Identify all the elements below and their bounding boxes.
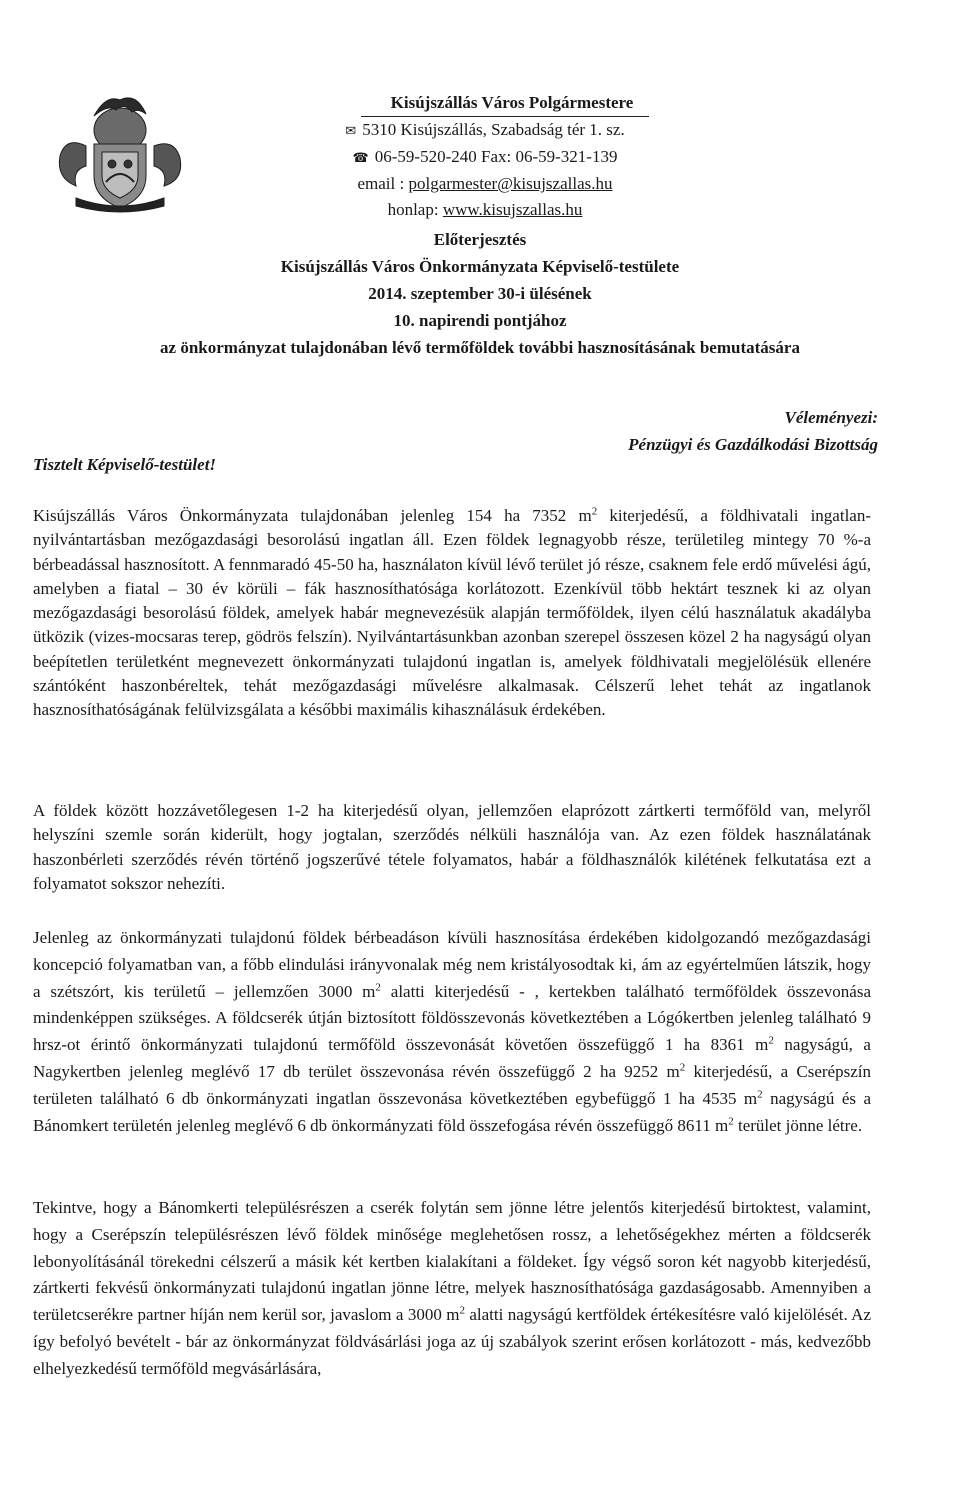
- address-line: ✉ 5310 Kisújszállás, Szabadság tér 1. sz.: [250, 117, 720, 144]
- web-line: honlap: www.kisujszallas.hu: [387, 200, 583, 219]
- agenda-item: 10. napirendi pontjához: [393, 311, 567, 330]
- email-line: email : polgarmester@kisujszallas.hu: [357, 174, 613, 193]
- committee-name: Pénzügyi és Gazdálkodási Bizottság: [628, 435, 878, 454]
- opinion-label: Véleményezi:: [784, 408, 878, 427]
- phone-line: ☎ 06-59-520-240 Fax: 06-59-321-139: [250, 144, 720, 171]
- document-subject: az önkormányzat tulajdonában lévő termőföldek további hasznosításának bemutatására: [160, 338, 800, 357]
- paragraph-4: Tekintve, hogy a Bánomkerti településrészen a cserék folytán sem jönne létre jelentős kiterjedésű birtoktest, valamint, hogy a Cserépszín településrészen lévő földek minősége meglehetősen rossz, a lehetőségekhez mérten a földcserék lebonyolításánál törekedni célszerű a másik két kertben kialakítani a földeket. Így végső soron két nagyobb kiterjedésű, zártkerti fekvésű önkormányzati tulajdonú ingatlan jönne létre, melyek hasznosíthatósága gazdaságosabb. Amennyiben a területcserékre partner híján nem kerül sor, javaslom a 3000 $m^2$ alatti nagyságú kertföldek értékesítésre való kijelölését. Az így befolyó bevételt - bár az önkormányzat földvásárlási joga az új szabályok szerint erősen korlátozott - más, kedvezőbb elhelyezkedésű termőföld megvásárlására,: [33, 1198, 871, 1378]
- telephone-icon: ☎: [352, 150, 369, 165]
- document-titles: [0, 226, 960, 361]
- paragraph-2: A földek között hozzávetőlegesen 1-2 ha kiterjedésű olyan, jellemzően elaprózott zártkerti termőföld van, melyről helyszíni szemle során kiderült, hogy jogtalan, szerződés nélküli használója van. Az ezen földek használatának haszonbérleti szerződés révén történő jogszerűvé tétele folyamatos, habár a földhasználók kilétének felkutatása ezt a folyamatot sokszor nehezíti.: [33, 801, 871, 893]
- salutation: Tisztelt Képviselő-testület!: [33, 455, 217, 474]
- opinion-block: [628, 404, 878, 458]
- council-name: Kisújszállás Város Önkormányzata Képviselő-testülete: [280, 257, 680, 276]
- issuer-name: Kisújszállás Város Polgármestere: [361, 90, 650, 117]
- letterhead: [250, 90, 720, 223]
- document-type: Előterjesztés: [433, 230, 527, 249]
- paragraph-1: Kisújszállás Város Önkormányzata tulajdonában jelenleg 154 ha 7352 $m^2$ kiterjedésű, a földhivatali ingatlan-nyilvántartásban mezőgazdasági besorolású ingatlan áll. Ezen földek legnagyobb része, területileg mintegy 70 %-a bérbeadással hasznosított. A fennmaradó 45-50 ha, használaton kívül lévő terület jó része, csaknem fele erdő művelési ágú, amelyben a fiatal – 30 év körüli – fák hasznosíthatósága korlátozott. Ezenkívül több hektárt tesznek ki az olyan mezőgazdasági besorolású földek, amelyek habár megnevezésük alapján termőföldek, ilyen célú használatuk akadályba ütközik (vizes-mocsaras terep, gödrös felszín). Nyilvántartásunkban azonban szerepel összesen közel 2 ha nagyságú olyan beépítetlen területként megnevezett önkormányzati tulajdonú ingatlan is, amelyek földhivatali megjelölésük ellenére szántóként haszonbéreltek, tehát mezőgazdasági művelésre alkalmasak. Célszerű lehet tehát az ingatlanok hasznosíthatóságának felülvizsgálata a későbbi maximális kihasználásuk érdekében.: [33, 505, 872, 720]
- coat-of-arms-logo: [46, 86, 194, 216]
- website-link[interactable]: www.kisujszallas.hu: [442, 200, 583, 219]
- meeting-date: 2014. szeptember 30-i ülésének: [368, 284, 592, 303]
- email-link[interactable]: polgarmester@kisujszallas.hu: [408, 174, 613, 193]
- envelope-icon: ✉: [345, 123, 357, 138]
- paragraph-3: Jelenleg az önkormányzati tulajdonú földek bérbeadáson kívüli hasznosítása érdekében kidolgozandó mezőgazdasági koncepció folyamatban van, a főbb elindulási irányvonalak még nem kristályosodtak ki, ám az egyértelműen látszik, hogy a szétszórt, kis területű – jellemzően 3000 $m^2$ alatti kiterjedésű - , kertekben található termőföldek összevonása mindenképpen szükséges. A földcserék útján biztosított földösszevonás következtében a Lógókertben jelenleg található 9 hrsz-ot érintő önkormányzati tulajdonú termőföld összevonását követően összefüggő 1 ha 8361 $m^2$ nagyságú, a Nagykertben jelenleg meglévő 17 db terület összevonása révén összefüggő 2 ha 9252 $m^2$ kiterjedésű, a Cserépszín területen található 6 db önkormányzati ingatlan összevonása következtében egybefüggő 1 ha 4535 $m^2$ nagyságú és a Bánomkert területén jelenleg meglévő 6 db önkormányzati föld összefogása révén összefüggő 8611 $m^2$ terület jönne létre.: [33, 928, 872, 1135]
